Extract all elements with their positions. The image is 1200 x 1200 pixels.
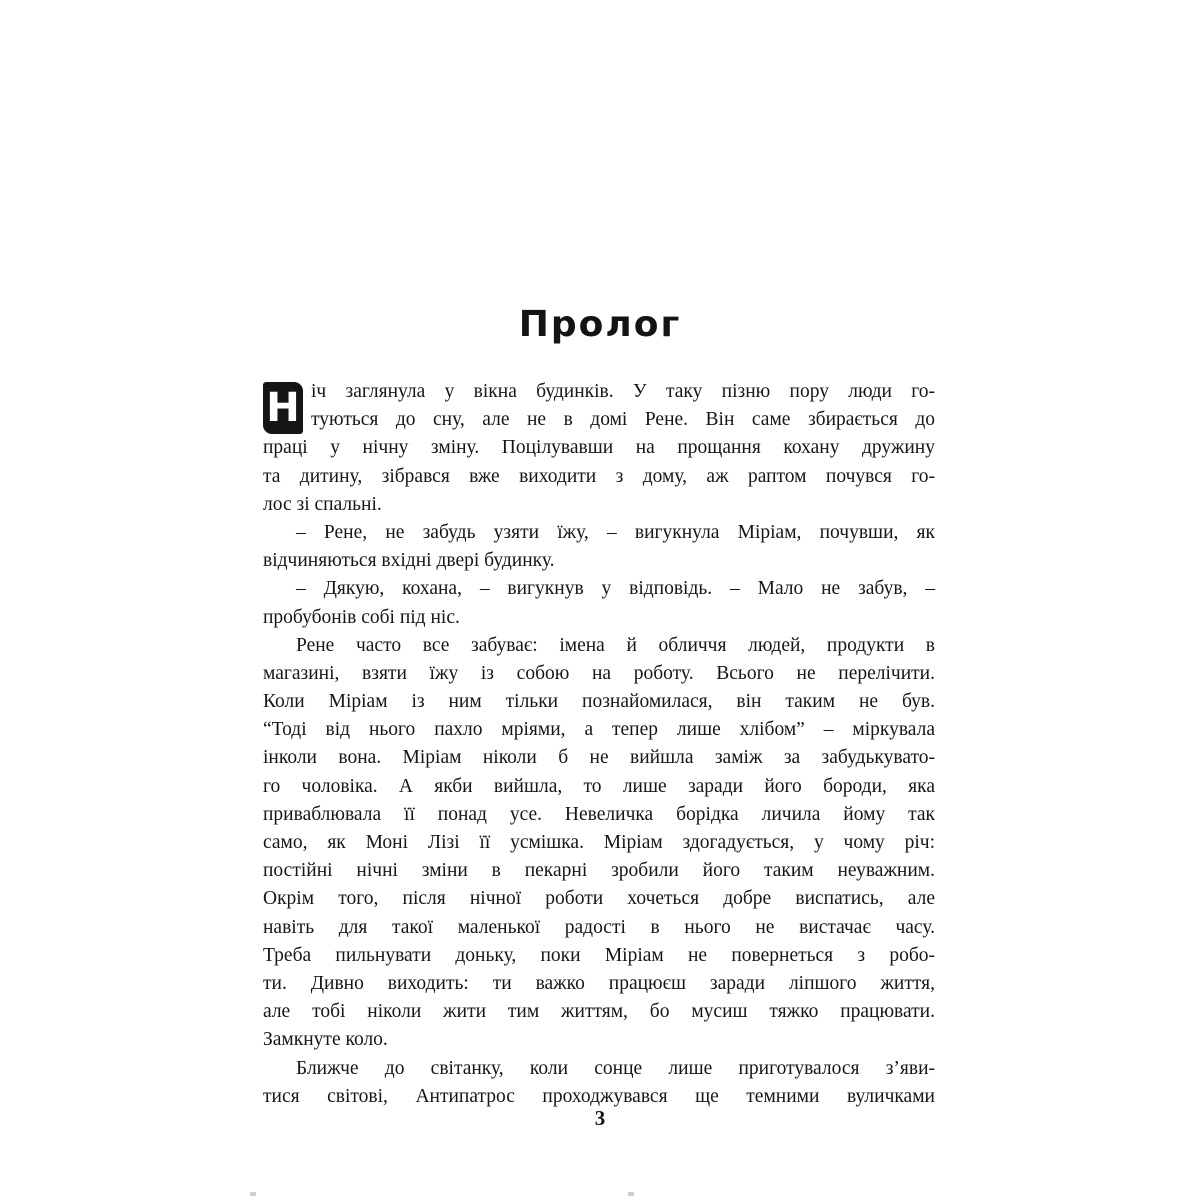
text-line: туються до сну, але не в домі Рене. Він саме збирається до [311,409,935,431]
text-line: але тобі ніколи жити тим життям, бо мусиш тяжко працювати. [263,1001,935,1023]
text-line: інколи вона. Міріам ніколи б не вийшла заміж за забудькувато- [263,747,935,769]
text-line: навіть для такої маленької радості в нього не вистачає часу. [263,916,935,938]
scan-mark [628,1192,634,1196]
text-line: Окрім того, після нічної роботи хочеться добре виспатись, але [263,888,935,910]
text-line: – Дякую, кохана, – вигукнув у відповідь. – Мало не забув, – [296,578,935,600]
text-line: магазині, взяти їжу із собою на роботу. Всього не перелічити. [263,662,935,684]
text-line: само, як Моні Лізі її усмішка. Міріам здогадується, у чому річ: [263,832,935,853]
text-line: лос зі спальні. [263,493,382,515]
text-line: приваблювала її понад усе. Невеличка борідка личила йому так [263,803,935,825]
text-line: Рене часто все забуває: імена й обличчя людей, продукти в [296,634,935,656]
text-line: го чоловіка. А якби вийшла, то лише заради його бороди, яка [263,775,935,797]
text-line: “Тоді від нього пахло мріями, а тепер лише хлібом” – міркувала [263,719,935,741]
text-line: відчиняються вхідні двері будинку. [263,550,555,572]
text-line: Треба пильнувати доньку, поки Міріам не повернеться з робо- [263,944,935,966]
chapter-body [263,378,935,1111]
text-line: та дитину, зібрався вже виходити з дому, аж раптом почувся го- [263,465,935,487]
scan-mark [250,1192,256,1196]
text-line: – Рене, не забудь узяти їжу, – вигукнула Міріам, почувши, як [296,521,935,543]
text-line: ти. Дивно виходить: ти важко працюєш заради ліпшого життя, [263,972,935,994]
text-line: пробубонів собі під ніс. [263,606,460,628]
text-line: Ближче до світанку, коли сонце лише приготувалося з’яви- [296,1057,935,1079]
text-line: Замкнуте коло. [263,1029,388,1051]
text-line: іч заглянула у вікна будинків. У таку пізню пору люди го- [311,381,935,402]
text-line: Коли Міріам із ним тільки познайомилася, він таким не був. [263,691,935,713]
drop-cap: Н [263,382,303,434]
text-line: тися світові, Антипатрос проходжувався ще темними вуличками [263,1085,935,1107]
text-line: праці у нічну зміну. Поцілувавши на прощання кохану дружину [263,437,935,459]
page-number: 3 [594,1106,606,1130]
text-line: постійні нічні зміни в пекарні зробили його таким неуважним. [263,860,935,882]
chapter-title: Пролог [518,304,682,345]
